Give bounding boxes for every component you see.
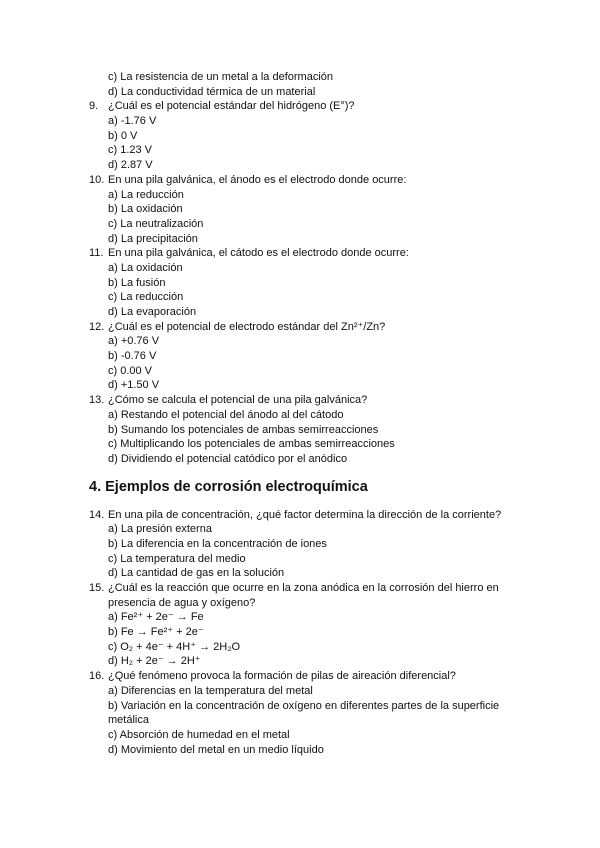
- option: d) Dividiendo el potencial catódico por el anódico: [108, 452, 348, 465]
- question-text: ¿Cuál es el potencial estándar del hidrógeno (E°)?: [108, 100, 355, 113]
- section-heading: 4. Ejemplos de corrosión electroquímica: [89, 478, 368, 495]
- question-line: [0, 581, 600, 596]
- option: c) La reducción: [108, 291, 184, 304]
- question-line: [0, 669, 600, 684]
- question-text: ¿Cuál es la reacción que ocurre en la zona anódica en la corrosión del hierro en: [108, 582, 499, 594]
- option: a) La reducción: [108, 188, 184, 201]
- option: d) +1.50 V: [108, 379, 160, 392]
- question-line: [0, 99, 600, 114]
- option: d) La conductividad térmica de un material: [108, 85, 316, 98]
- question-8-tail: [0, 70, 600, 99]
- option: c) Multiplicando los potenciales de ambas semirreacciones: [108, 438, 395, 451]
- option: b) Variación en la concentración de oxígeno en diferentes partes de la superficie: [108, 699, 500, 712]
- option: b) -0.76 V: [108, 350, 157, 363]
- option: c) La neutralización: [108, 217, 204, 230]
- question-text: En una pila galvánica, el cátodo es el electrodo donde ocurre:: [108, 247, 409, 260]
- option: a) La presión externa: [108, 523, 212, 536]
- option: b) Sumando los potenciales de ambas semirreacciones: [108, 423, 379, 436]
- option: a) La oxidación: [108, 261, 183, 274]
- option: b) La fusión: [108, 276, 166, 289]
- question-number: 11.: [89, 247, 104, 260]
- question-line: [0, 173, 600, 188]
- question-text: ¿Qué fenómeno provoca la formación de pilas de aireación diferencial?: [108, 670, 456, 683]
- question-14: [0, 508, 600, 581]
- option: d) H₂ + 2e⁻ → 2H⁺: [108, 655, 201, 668]
- question-number: 12.: [89, 320, 105, 333]
- document-page: [0, 70, 600, 757]
- option: a) Fe²⁺ + 2e⁻ → Fe: [108, 611, 204, 624]
- option: a) +0.76 V: [108, 335, 160, 348]
- question-line: [0, 246, 600, 261]
- question-text: En una pila galvánica, el ánodo es el electrodo donde ocurre:: [108, 173, 407, 186]
- question-number: 9.: [89, 100, 99, 113]
- question-9: [0, 99, 600, 172]
- option: b) La oxidación: [108, 203, 183, 216]
- question-13: [0, 393, 600, 466]
- option: d) Movimiento del metal en un medio líquido: [108, 743, 324, 756]
- option: a) Diferencias en la temperatura del metal: [108, 684, 313, 697]
- question-line: [0, 508, 600, 523]
- question-number: 16.: [89, 670, 105, 683]
- option: d) La precipitación: [108, 232, 198, 245]
- option-continued: metálica: [108, 714, 149, 727]
- question-text: ¿Cuál es el potencial de electrodo estándar del Zn²⁺/Zn?: [108, 320, 386, 333]
- question-11: [0, 246, 600, 319]
- question-text: ¿Cómo se calcula el potencial de una pila galvánica?: [108, 394, 368, 407]
- option: b) Fe → Fe²⁺ + 2e⁻: [108, 626, 204, 639]
- option: d) 2.87 V: [108, 159, 153, 172]
- question-number: 15.: [89, 582, 105, 594]
- option: c) 0.00 V: [108, 364, 153, 377]
- question-10: [0, 173, 600, 246]
- option: d) La evaporación: [108, 306, 197, 318]
- option: c) Absorción de humedad en el metal: [108, 728, 290, 741]
- option: c) La resistencia de un metal a la deformación: [108, 71, 334, 83]
- option: c) La temperatura del medio: [108, 552, 246, 565]
- option: c) O₂ + 4e⁻ + 4H⁺ → 2H₂O: [108, 640, 241, 653]
- option: d) La cantidad de gas en la solución: [108, 567, 285, 580]
- question-text-continued: presencia de agua y oxígeno?: [108, 596, 256, 609]
- question-line: [0, 320, 600, 335]
- option: a) Restando el potencial del ánodo al del cátodo: [108, 408, 344, 421]
- option: b) 0 V: [108, 129, 138, 142]
- question-number: 10.: [89, 173, 105, 186]
- option: b) La diferencia en la concentración de iones: [108, 537, 327, 550]
- question-line: [0, 393, 600, 408]
- question-12: [0, 320, 600, 393]
- question-15: [0, 581, 600, 669]
- question-text: En una pila de concentración, ¿qué factor determina la dirección de la corriente?: [108, 508, 502, 521]
- option: a) -1.76 V: [108, 115, 157, 128]
- question-number: 14.: [89, 508, 105, 521]
- option: c) 1.23 V: [108, 144, 153, 157]
- question-number: 13.: [89, 394, 105, 407]
- question-16: [0, 669, 600, 757]
